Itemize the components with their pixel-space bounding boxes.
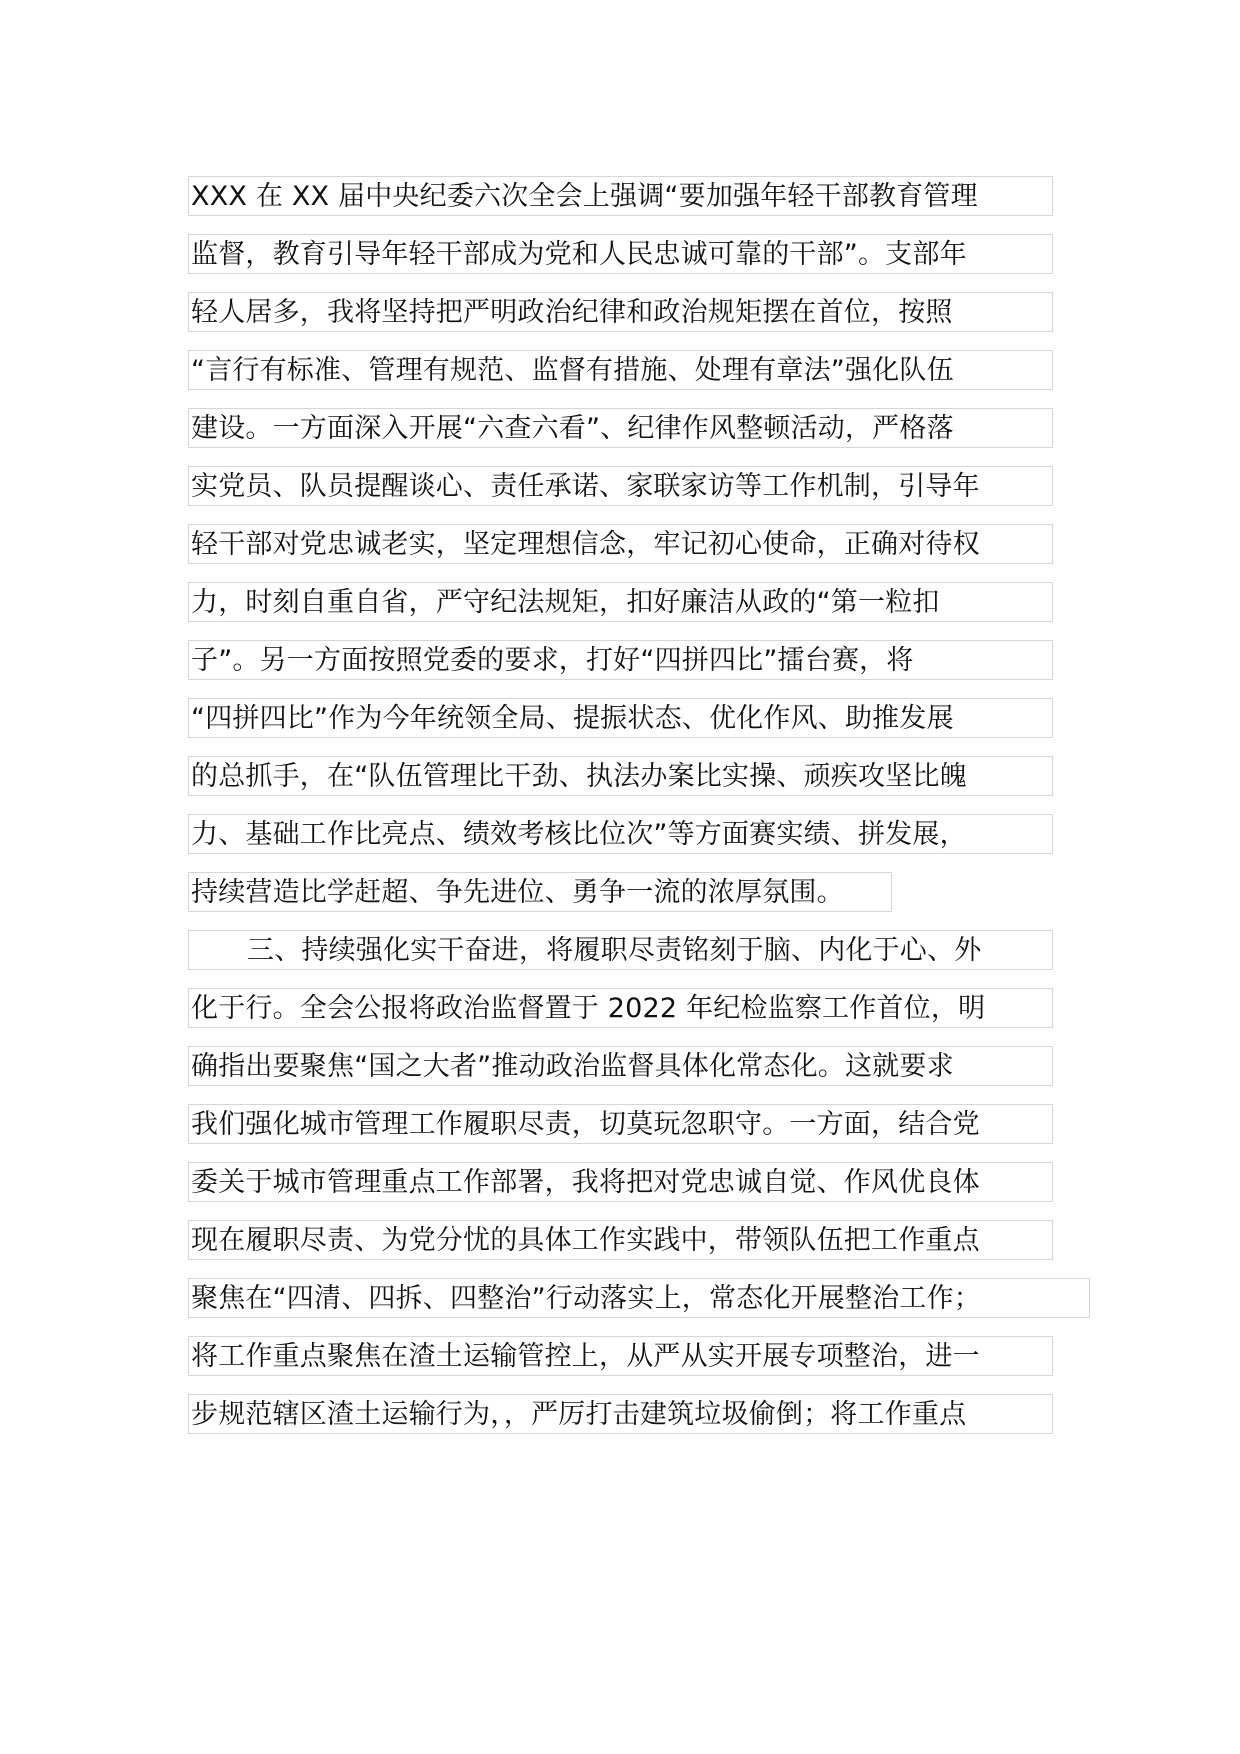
text-line: 实党员、队员提醒谈心、责任承诺、家联家访等工作机制，引导年 — [188, 466, 1053, 506]
text-line: 我们强化城市管理工作履职尽责，切莫玩忽职守。一方面，结合党 — [188, 1104, 1053, 1144]
text-line: 确指出要聚焦“国之大者”推动政治监督具体化常态化。这就要求 — [188, 1046, 1053, 1086]
text-line: “言行有标准、管理有规范、监督有措施、处理有章法”强化队伍 — [188, 350, 1053, 390]
text-line: 子”。另一方面按照党委的要求，打好“四拼四比”擂台赛，将 — [188, 640, 1053, 680]
text-line: 轻人居多，我将坚持把严明政治纪律和政治规矩摆在首位，按照 — [188, 292, 1053, 332]
text-line: 力、基础工作比亮点、绩效考核比位次”等方面赛实绩、拼发展， — [188, 814, 1053, 854]
text-line: 现在履职尽责、为党分忧的具体工作实践中，带领队伍把工作重点 — [188, 1220, 1053, 1260]
text-line: XXX 在 XX 届中央纪委六次全会上强调“要加强年轻干部教育管理 — [188, 176, 1053, 216]
text-line: 将工作重点聚焦在渣土运输管控上，从严从实开展专项整治，进一 — [188, 1336, 1053, 1376]
text-line: 力，时刻自重自省，严守纪法规矩，扣好廉洁从政的“第一粒扣 — [188, 582, 1053, 622]
text-line: 化于行。全会公报将政治监督置于 2022 年纪检监察工作首位，明 — [188, 988, 1053, 1028]
text-line: 建设。一方面深入开展“六查六看”、纪律作风整顿活动，严格落 — [188, 408, 1053, 448]
text-line: 聚焦在“四清、四拆、四整治”行动落实上，常态化开展整治工作； — [188, 1278, 1090, 1318]
text-line: 监督，教育引导年轻干部成为党和人民忠诚可靠的干部”。支部年 — [188, 234, 1053, 274]
text-line: 的总抓手，在“队伍管理比干劲、执法办案比实操、顽疾攻坚比魄 — [188, 756, 1053, 796]
text-line: 持续营造比学赶超、争先进位、勇争一流的浓厚氛围。 — [188, 872, 892, 912]
text-line: 委关于城市管理重点工作部署，我将把对党忠诚自觉、作风优良体 — [188, 1162, 1053, 1202]
text-line: 轻干部对党忠诚老实，坚定理想信念，牢记初心使命，正确对待权 — [188, 524, 1053, 564]
text-line: “四拼四比”作为今年统领全局、提振状态、优化作风、助推发展 — [188, 698, 1053, 738]
text-line: 步规范辖区渣土运输行为，，严厉打击建筑垃圾偷倒；将工作重点 — [188, 1394, 1053, 1434]
text-line: 三、持续强化实干奋进，将履职尽责铭刻于脑、内化于心、外 — [188, 930, 1053, 970]
